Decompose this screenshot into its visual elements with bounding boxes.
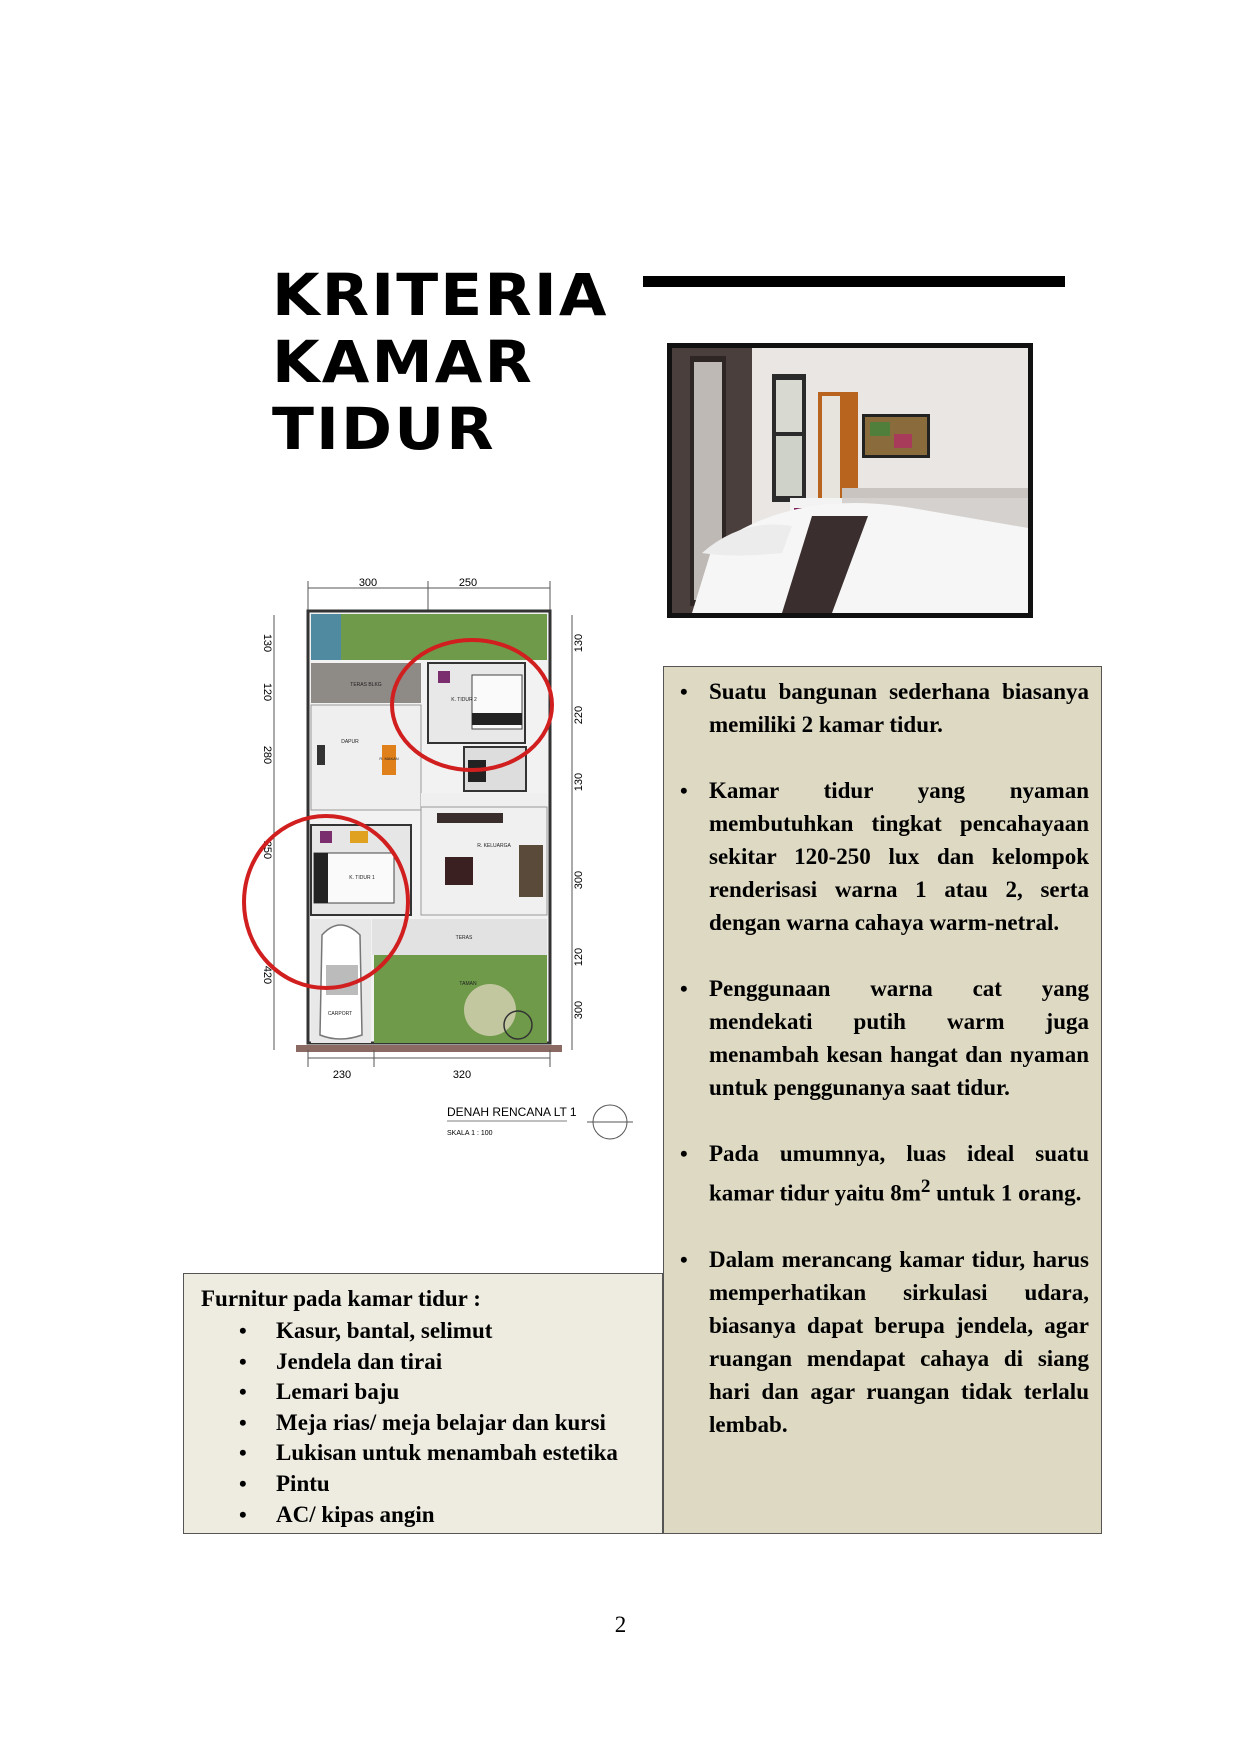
page-number: 2	[614, 1612, 627, 1637]
room-label-r-keluarga: R. KELUARGA	[477, 843, 511, 849]
dim-top-2: 250	[458, 577, 478, 589]
furniture-item: • Lemari baju	[201, 1377, 662, 1408]
dim-right-1: 130	[573, 633, 585, 653]
dim-right-4: 300	[573, 870, 585, 890]
dim-right-3: 130	[573, 772, 585, 792]
furniture-item: • Kasur, bantal, selimut	[201, 1316, 662, 1347]
criteria-item-2: • Kamar tidur yang nyaman membutuhkan tingkat pencahayaan sekitar 120-250 lux dan kelompok renderisasi warna 1 atau 2, serta dengan warna cahaya warm-netral.	[676, 774, 1089, 939]
criteria-item-4	[676, 1137, 1089, 1210]
room-label-r-makan: R. MAKAN	[379, 756, 399, 761]
room-label-k-tidur-1: K. TIDUR 1	[349, 875, 375, 881]
room-label-dapur: DAPUR	[341, 739, 359, 745]
plan-scale: SKALA 1 : 100	[447, 1130, 493, 1137]
furniture-box	[183, 1273, 663, 1534]
floor-plan	[232, 545, 640, 1245]
furniture-item: • AC/ kipas angin	[201, 1500, 662, 1531]
furniture-list	[201, 1316, 662, 1530]
dim-right-2: 220	[573, 705, 585, 725]
criteria-item-1: • Suatu bangunan sederhana biasanya memiliki 2 kamar tidur.	[676, 675, 1089, 741]
dim-bottom-2: 320	[452, 1069, 472, 1081]
title-line-2: KAMAR	[272, 328, 534, 396]
page-title	[272, 262, 609, 463]
plan-caption: DENAH RENCANA LT 1	[447, 1105, 577, 1119]
criteria-box	[663, 666, 1102, 1534]
criteria-list	[676, 675, 1089, 1441]
criteria-item-4-superscript: 2	[920, 1176, 931, 1197]
furniture-item: • Meja rias/ meja belajar dan kursi	[201, 1408, 662, 1439]
title-line-1: KRITERIA	[272, 261, 609, 329]
furniture-item: • Jendela dan tirai	[201, 1347, 662, 1378]
furniture-item: • Pintu	[201, 1469, 662, 1500]
title-rule	[643, 276, 1065, 287]
dim-top-1: 300	[358, 577, 378, 589]
room-label-k-tidur-2: K. TIDUR 2	[451, 697, 477, 703]
criteria-item-3: • Penggunaan warna cat yang mendekati putih warm juga menambah kesan hangat dan nyaman untuk penggunanya saat tidur.	[676, 972, 1089, 1104]
title-line-3: TIDUR	[272, 395, 496, 463]
criteria-item-4-tail: untuk 1 orang.	[930, 1180, 1082, 1206]
room-label-teras-blkg: TERAS BLKG	[350, 682, 382, 688]
criteria-item-4-text: Pada umumnya, luas ideal suatu kamar tidur yaitu 8m	[709, 1141, 1089, 1206]
room-label-carport: CARPORT	[327, 1011, 353, 1017]
room-label-taman: TAMAN	[459, 981, 477, 987]
bedroom-illustration	[672, 348, 1028, 613]
criteria-item-5: • Dalam merancang kamar tidur, harus memperhatikan sirkulasi udara, biasanya dapat berupa jendela, agar ruangan mendapat cahaya di siang hari dan agar ruangan tidak terlalu lembab.	[676, 1243, 1089, 1441]
dim-left-2: 120	[261, 682, 273, 702]
furniture-item: • Lukisan untuk menambah estetika	[201, 1438, 662, 1469]
bedroom-photo	[667, 343, 1033, 618]
dim-left-3: 280	[261, 745, 273, 765]
room-label-teras: TERAS	[455, 935, 473, 941]
dim-left-4: 250	[261, 840, 273, 860]
dim-right-5: 120	[573, 947, 585, 967]
dim-left-5: 420	[261, 965, 273, 985]
dim-bottom-1: 230	[332, 1069, 352, 1081]
dim-right-6: 300	[573, 1000, 585, 1020]
floor-plan-drawing	[232, 545, 640, 1245]
furniture-title: Furnitur pada kamar tidur :	[201, 1286, 481, 1311]
dim-left-1: 130	[261, 633, 273, 653]
